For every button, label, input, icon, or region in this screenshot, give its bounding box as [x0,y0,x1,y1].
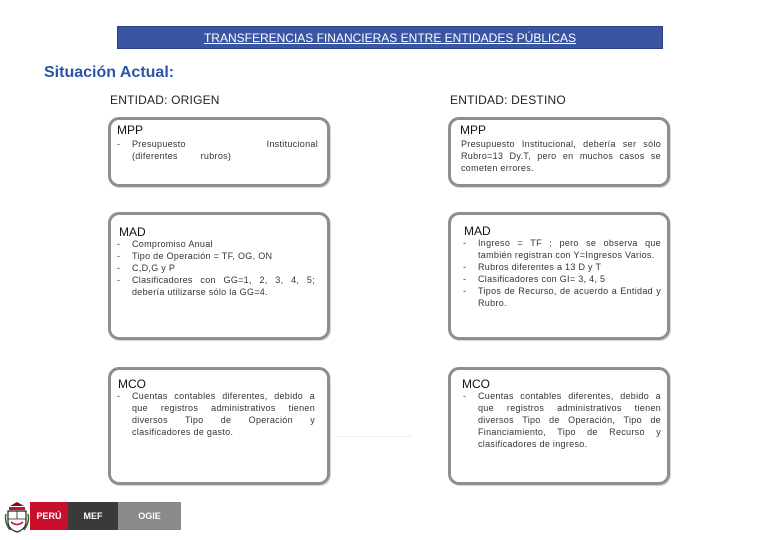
section-title: Situación Actual: [44,64,175,81]
slide-title: TRANSFERENCIAS FINANCIERAS ENTRE ENTIDADES PÚBLICAS [203,30,577,45]
mef-badge [68,502,118,530]
origen-mad-title: MAD [119,225,146,239]
list-item: - Tipo de Operación = TF, OG, ON [117,250,315,262]
peru-crest-icon [4,500,30,534]
ogie-label: OGIE [138,511,161,521]
peru-label: PERÚ [36,511,62,521]
origen-mco-list [117,390,315,438]
list-item: - Ingreso = TF ; pero se observa que también registran con Y=Ingresos Varios. [463,237,661,261]
destino-mco-title: MCO [462,377,490,391]
list-item: - Presupuesto Institucional (diferentes rubros) [117,138,318,162]
destino-mpp-title: MPP [460,123,487,137]
peru-badge [30,502,68,530]
origen-mpp-title: MPP [117,123,144,137]
list-item: - Clasificadores con GI= 3, 4, 5 [463,273,661,285]
list-item: - Cuentas contables diferentes, debido a que registros administrativos tienen diversos Tipo de Operación, Tipo de Financiamiento, Tipo de Recurso y clasificadores de ingreso. [463,390,661,450]
list-item: - Compromiso Anual [117,238,315,250]
destino-mco-list [463,390,661,450]
origen-mpp-text [117,138,318,162]
destino-mpp-text: Presupuesto Institucional, debería ser sólo Rubro=13 Dy.T, pero en muchos casos se cometen errores. [461,139,661,173]
ogie-badge [118,502,181,530]
column-label-origen: ENTIDAD: ORIGEN [110,93,220,107]
mef-label: MEF [83,511,103,521]
divider-line [336,436,412,437]
origen-mad-list [117,238,315,298]
list-item: - Clasificadores con GG=1, 2, 3, 4, 5; debería utilizarse sólo la GG=4. [117,274,315,298]
list-item: - Rubros diferentes a 13 D y T [463,261,661,273]
destino-mad-list [463,237,661,309]
list-item: - Tipos de Recurso, de acuerdo a Entidad y Rubro. [463,285,661,309]
destino-mad-title: MAD [464,224,491,238]
list-item: - C,D,G y P [117,262,315,274]
column-label-destino: ENTIDAD: DESTINO [450,93,566,107]
slide-title-bar [117,26,663,49]
origen-mco-title: MCO [118,377,146,391]
list-item: - Cuentas contables diferentes, debido a que registros administrativos tienen diversos Tipo de Operación y clasificadores de gasto. [117,390,315,438]
